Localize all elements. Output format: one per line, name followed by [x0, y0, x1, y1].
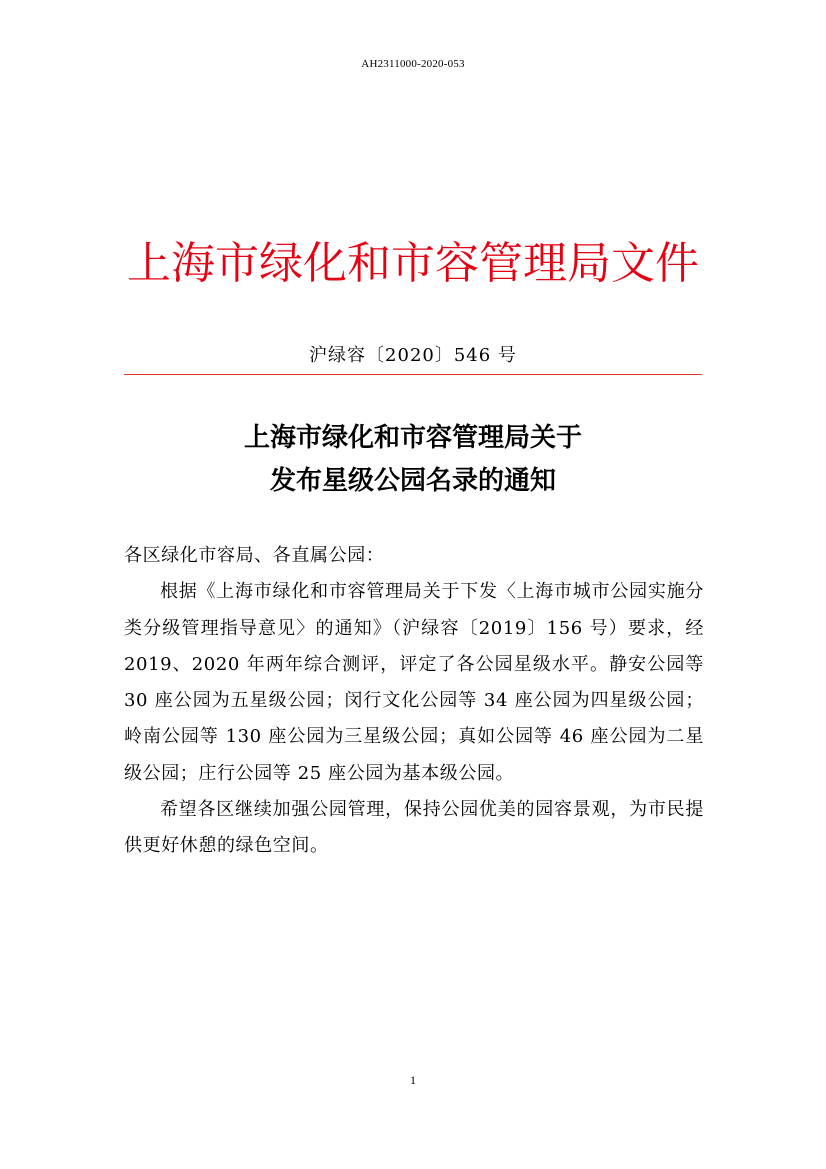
- page-number: 1: [410, 1073, 416, 1087]
- red-divider-rule: [124, 374, 702, 375]
- salutation: 各区绿化市容局、各直属公园：: [124, 545, 385, 566]
- notice-title: [0, 417, 826, 503]
- notice-title-line-2: 发布星级公园名录的通知: [269, 466, 556, 496]
- body-paragraph-2: 希望各区继续加强公园管理，保持公园优美的园容景观，为市民提供更好休憩的绿色空间。: [124, 799, 704, 857]
- notice-body: [124, 538, 704, 865]
- body-paragraph-1: 根据《上海市绿化和市容管理局关于下发〈上海市城市公园实施分类分级管理指导意见〉的通知》（沪绿容〔2019〕156 号）要求，经 2019、2020 年两年综合测评，评定了各公园星级水平。静安公园等 30 座公园为五星级公园；闵行文化公园等 34 座公园为四星级公园；岭南公园等 130 座公园为三星级公园；真如公园等 46 座公园为二星级公园；庄行公园等 25 座公园为基本级公园。: [124, 581, 704, 784]
- document-id: AH2311000-2020-053: [361, 58, 465, 70]
- document-number: 沪绿容〔2020〕546 号: [309, 345, 517, 366]
- notice-title-line-1: 上海市绿化和市容管理局关于: [243, 423, 582, 453]
- masthead-title: 上海市绿化和市容管理局文件: [127, 238, 699, 289]
